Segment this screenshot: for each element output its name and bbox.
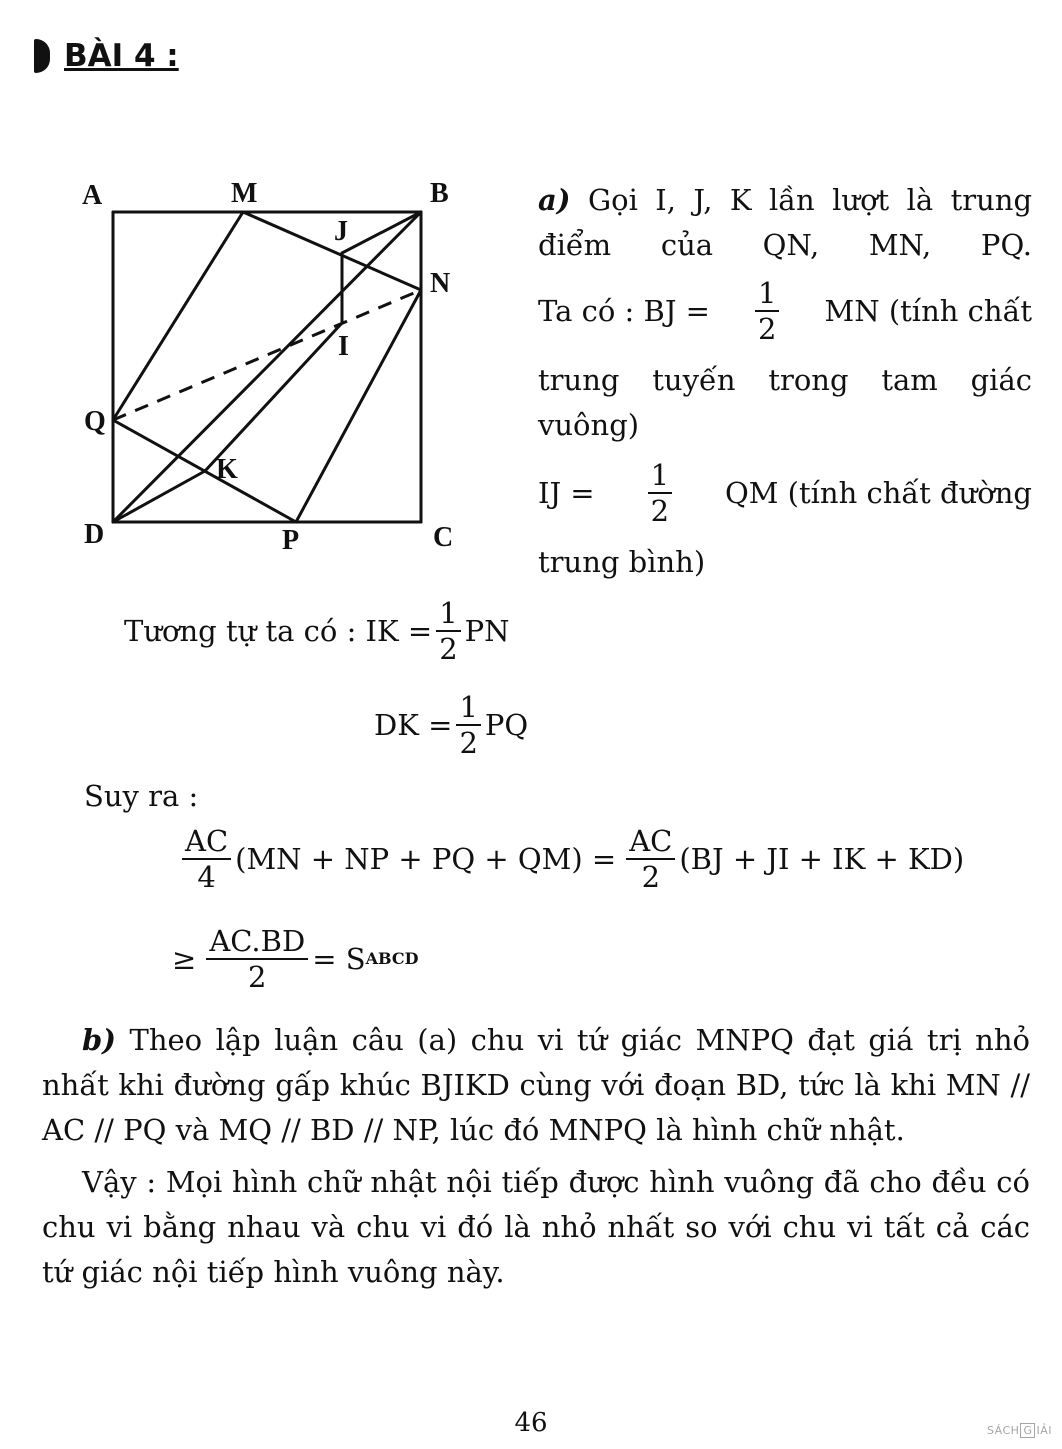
dashed-segment-qn <box>113 290 421 420</box>
dk-formula <box>374 692 528 759</box>
ij-continuation: trung bình) <box>538 545 706 579</box>
label-b: B <box>430 178 449 209</box>
segment-bj <box>342 212 421 253</box>
eq1-numerator: AC <box>182 826 231 860</box>
bj-suffix: MN (tính chất <box>824 293 1032 328</box>
eq1-denominator: 4 <box>197 860 216 895</box>
eq2-denominator: 2 <box>641 860 661 895</box>
segment-qm <box>113 212 243 420</box>
part-a-intro <box>538 178 1032 268</box>
label-c: C <box>433 522 454 553</box>
diagonal-bd <box>113 212 421 522</box>
part-b-paragraph <box>42 1018 1030 1153</box>
label-m: M <box>231 178 258 209</box>
heading-marker-icon <box>34 39 50 73</box>
dk-numerator: 1 <box>456 692 480 726</box>
conclusion-paragraph: Vậy : Mọi hình chữ nhật nội tiếp được hình vuông đã cho đều có chu vi bằng nhau và chu vi đó là nhỏ nhất so với chu vi tất cả các tứ giác nội tiếp hình vuông này. <box>42 1165 1030 1289</box>
part-b-label: b) <box>82 1023 116 1057</box>
label-q: Q <box>84 406 106 437</box>
eq1-fraction <box>182 826 231 893</box>
watermark-right: IẢI <box>1036 1424 1052 1437</box>
bj-fraction <box>755 278 779 345</box>
part-b-text: Theo lập luận câu (a) chu vi tứ giác MNPQ đạt giá trị nhỏ nhất khi đường gấp khúc BJIKD cùng với đoạn BD, tức là khi MN // AC // PQ và MQ // BD // NP, lúc đó MNPQ là hình chữ nhật. <box>42 1023 1030 1147</box>
geometry-figure <box>70 170 470 560</box>
segment-np <box>296 290 421 522</box>
area-inequality <box>172 926 418 993</box>
label-p: P <box>282 525 300 556</box>
bj-prefix: Ta có : BJ = <box>538 293 710 328</box>
segment-ik <box>205 323 342 471</box>
dk-prefix: DK = <box>374 707 453 742</box>
ik-suffix: PN <box>464 613 510 648</box>
label-a: A <box>82 180 103 211</box>
bj-numerator: 1 <box>755 278 779 312</box>
ik-fraction <box>436 598 460 665</box>
label-i: I <box>338 331 349 362</box>
heading-title: BÀI 4 : <box>64 38 179 74</box>
ij-denominator: 2 <box>650 494 670 529</box>
bj-formula <box>538 278 1032 345</box>
suy-ra-label: Suy ra : <box>84 779 199 813</box>
eq2-fraction <box>626 826 675 893</box>
segment-mn <box>243 212 421 290</box>
eq2-end: (BJ + JI + IK + KD) <box>679 841 965 876</box>
eq3-subscript: ABCD <box>365 949 419 969</box>
eq3-equals-s: = S <box>312 941 366 976</box>
bj-denominator: 2 <box>758 312 777 347</box>
ik-prefix: Tương tự ta có : IK = <box>124 613 433 648</box>
eq2-numerator: AC <box>626 826 675 860</box>
ik-denominator: 2 <box>439 632 458 667</box>
part-a-label: a) <box>538 183 571 217</box>
ij-prefix: IJ = <box>538 475 595 510</box>
label-d: D <box>84 519 105 550</box>
label-n: N <box>430 268 451 299</box>
exercise-heading <box>34 38 179 74</box>
page-number: 46 <box>514 1408 548 1438</box>
watermark-mid: G <box>1020 1423 1035 1438</box>
ge-sign: ≥ <box>172 941 197 976</box>
dk-suffix: PQ <box>484 707 529 742</box>
watermark-left: SÁCH <box>986 1424 1020 1437</box>
segment-kd <box>113 471 205 522</box>
eq1-middle: (MN + NP + PQ + QM) = <box>235 841 617 876</box>
ij-fraction <box>648 460 672 527</box>
eq3-denominator: 2 <box>248 960 267 995</box>
eq3-fraction <box>206 926 308 993</box>
eq3-numerator: AC.BD <box>206 926 308 960</box>
ij-numerator: 1 <box>648 460 672 494</box>
perimeter-equation <box>178 826 964 893</box>
label-j: J <box>334 216 348 247</box>
bj-continuation: trung tuyến trong tam giác vuông) <box>538 363 1032 442</box>
dk-fraction <box>456 692 480 759</box>
label-k: K <box>216 454 238 485</box>
dk-denominator: 2 <box>459 726 478 761</box>
ik-formula <box>124 598 510 665</box>
watermark-logo <box>987 1424 1052 1437</box>
ij-formula <box>538 460 1032 527</box>
part-a-intro-text: Gọi I, J, K lần lượt là trung điểm của QN, MN, PQ. <box>538 183 1033 262</box>
ij-suffix: QM (tính chất đường <box>724 475 1032 510</box>
ik-numerator: 1 <box>436 598 460 632</box>
